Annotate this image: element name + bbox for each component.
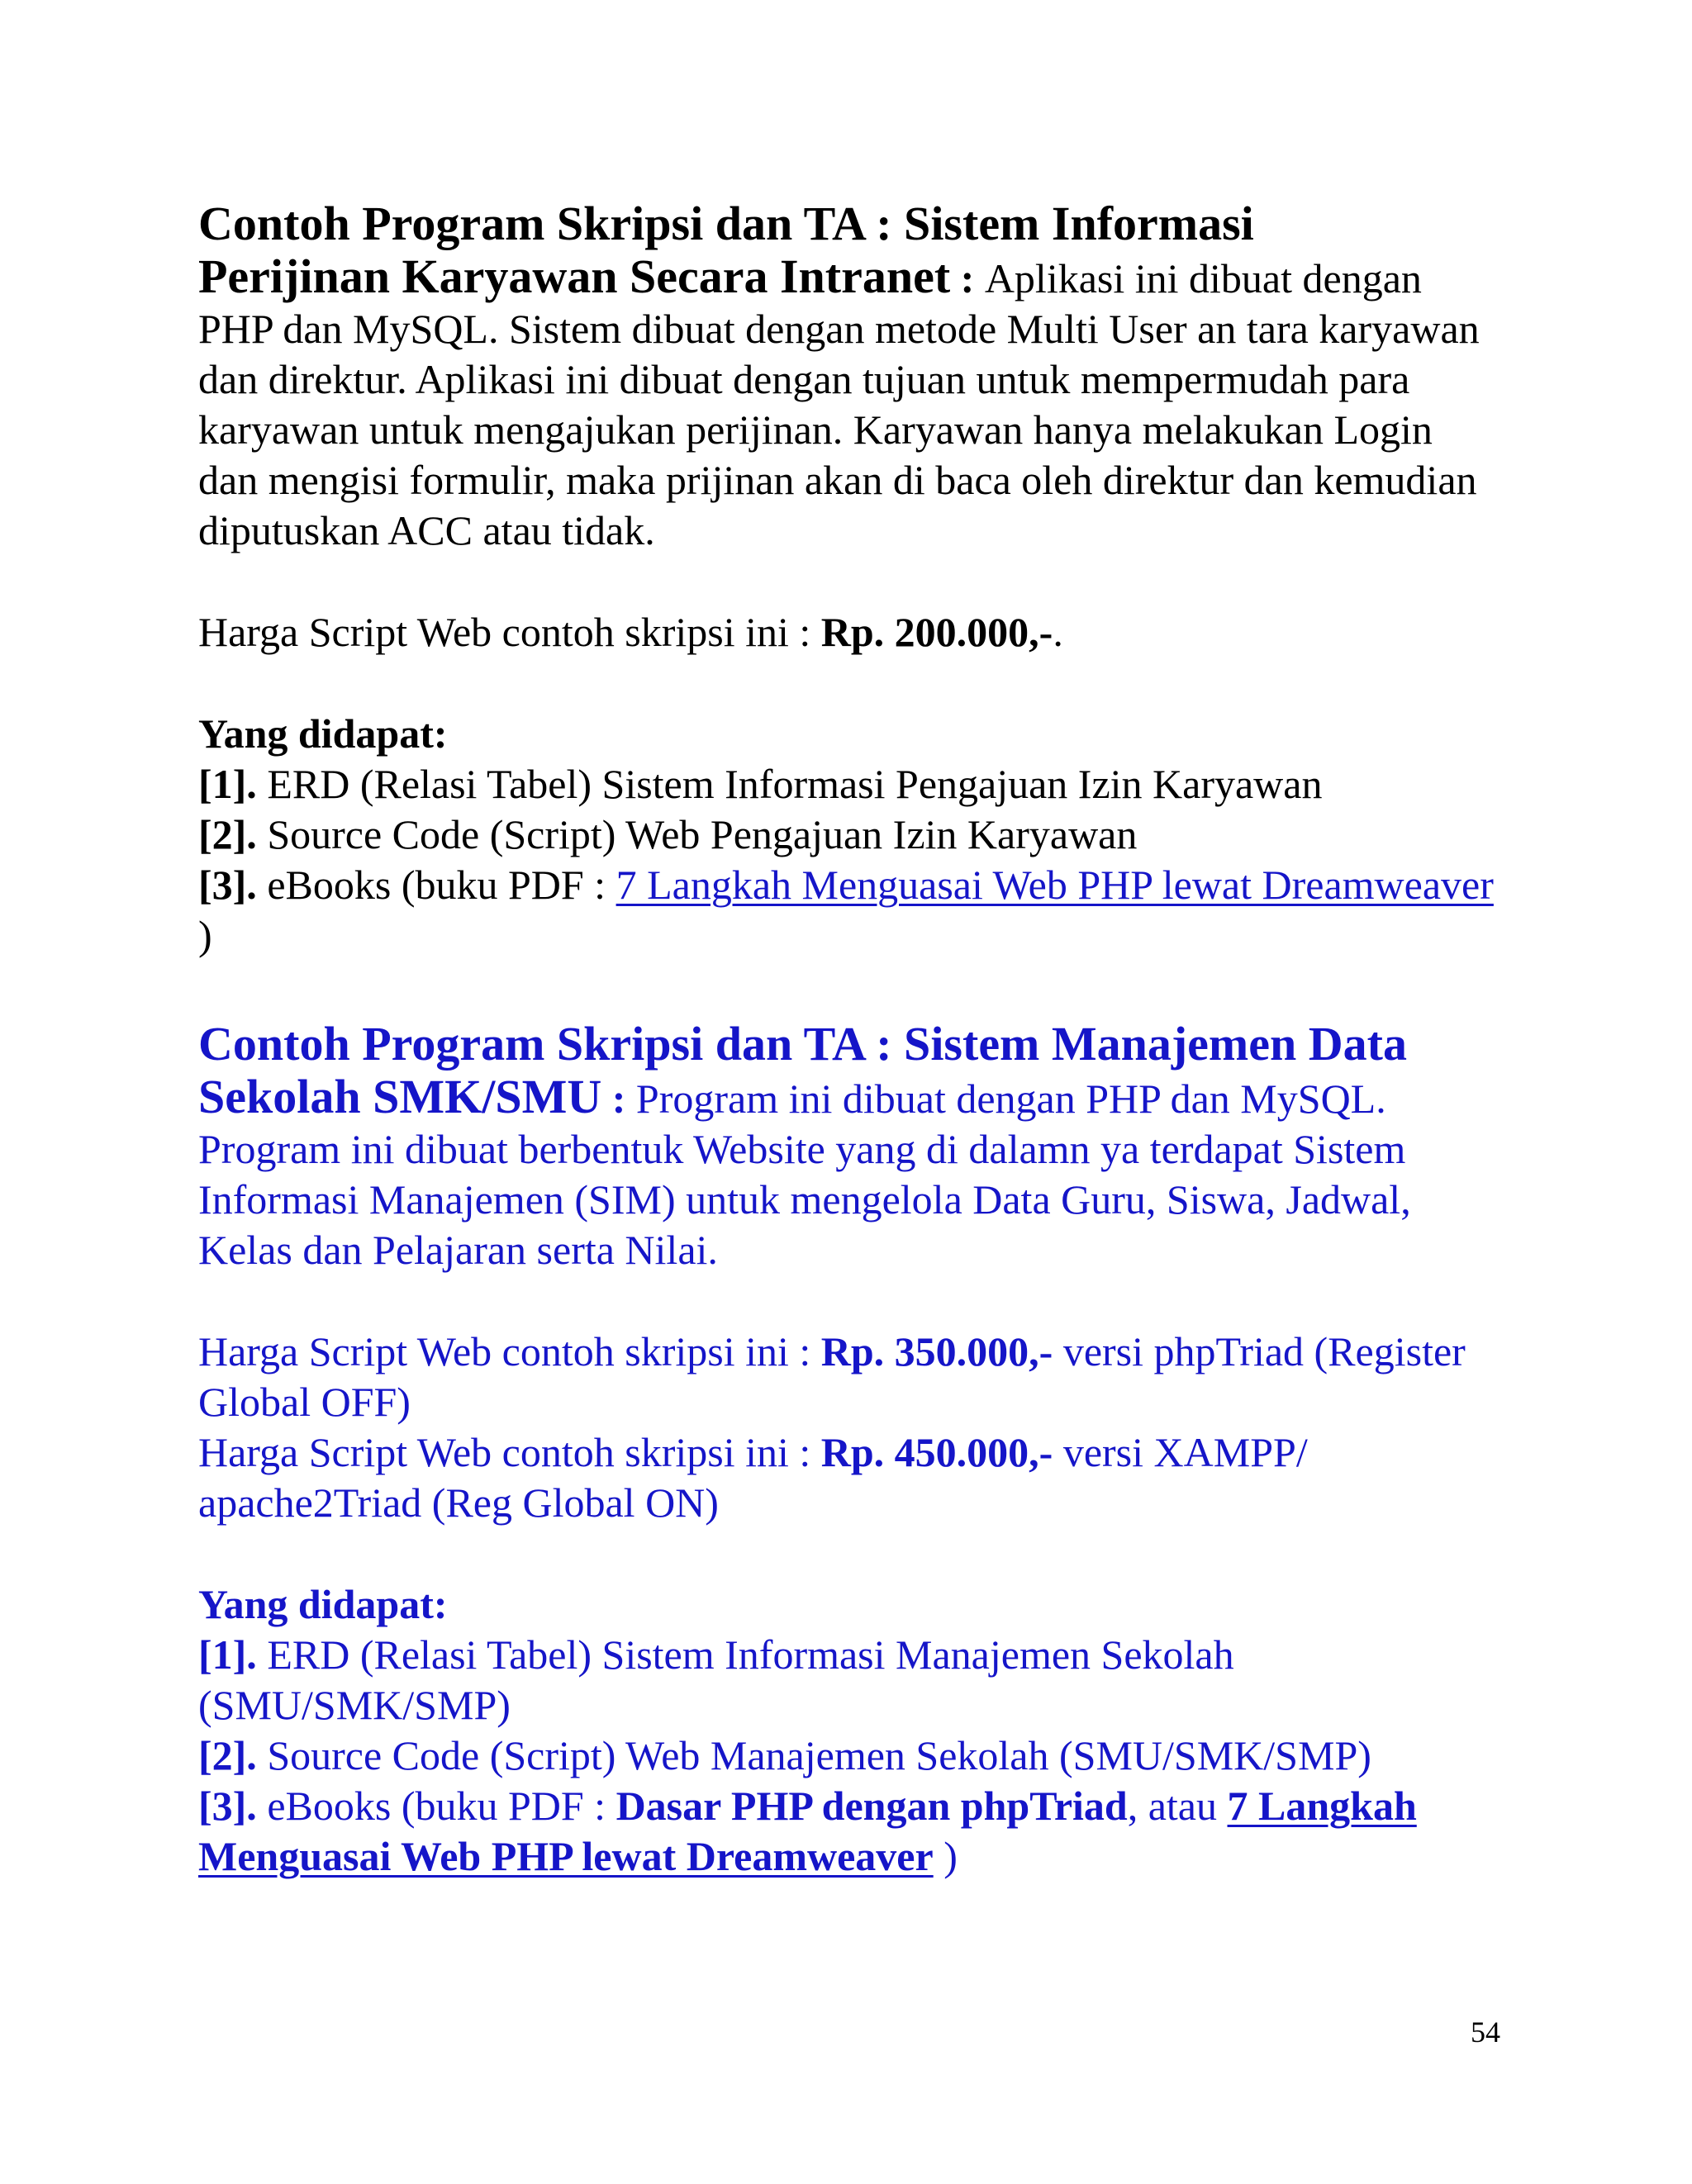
section2-price-line-1 — [198, 1327, 1495, 1427]
section-manajemen-sekolah — [198, 1018, 1495, 1882]
list-item — [198, 1630, 1495, 1731]
section2-description: Program ini dibuat dengan PHP dan MySQL. Program ini dibuat berbentuk Website yang di dalamn ya terdapat Sistem Informasi Manajemen (SIM) untuk mengelola Data Guru, Siswa, Jadwal, Kelas dan Pelajaran serta Nilai. — [198, 1075, 1411, 1273]
section2-title-colon: : — [601, 1075, 636, 1122]
list-item-number: [1]. — [198, 1631, 257, 1678]
list-item-text: ERD (Relasi Tabel) Sistem Informasi Manajemen Sekolah (SMU/SMK/SMP) — [198, 1631, 1234, 1728]
section1-title-line1: Contoh Program Skripsi dan TA : Sistem Informasi — [198, 197, 1254, 250]
section2-price-line-2 — [198, 1427, 1495, 1528]
list-item-text: eBooks (buku PDF : — [256, 1783, 616, 1829]
list-item-number: [2]. — [198, 811, 257, 857]
section2-includes — [198, 1579, 1495, 1882]
price-value: Rp. 450.000,- — [820, 1429, 1053, 1475]
list-item-text: eBooks (buku PDF : — [256, 862, 616, 908]
price-value: Rp. 350.000,- — [820, 1328, 1053, 1374]
ebook-link-dreamweaver[interactable]: 7 Langkah Menguasai Web PHP lewat Dreamweaver — [198, 1783, 1417, 1879]
list-item-text-mid: , atau — [1127, 1783, 1228, 1829]
section1-description: Aplikasi ini dibuat dengan PHP dan MySQL. Sistem dibuat dengan metode Multi User an tara karyawan dan direktur. Aplikasi ini dibuat dengan tujuan untuk mempermudah para karyawan untuk mengajukan perijinan. Karyawan hanya melakukan Login dan mengisi formulir, maka prijinan akan di baca oleh direktur dan kemudian diputuskan ACC atau tidak. — [198, 255, 1480, 553]
price-label: Harga Script Web contoh skripsi ini : — [198, 1328, 821, 1374]
list-item-number: [1]. — [198, 761, 257, 807]
list-item-text: ERD (Relasi Tabel) Sistem Informasi Pengajuan Izin Karyawan — [256, 761, 1323, 807]
list-item-text-end: ) — [933, 1833, 958, 1879]
list-item — [198, 1781, 1495, 1882]
section1-title-line2: Perijinan Karyawan Secara Intranet — [198, 249, 951, 303]
list-item — [198, 1731, 1495, 1781]
list-item — [198, 759, 1495, 810]
section2-title-line1: Contoh Program Skripsi dan TA : Sistem Manajemen Data — [198, 1017, 1407, 1071]
list-item-text-end: ) — [198, 912, 212, 958]
list-item-number: [3]. — [198, 1783, 257, 1829]
price-suffix: versi XAMPP/ apache2Triad (Reg Global ON) — [198, 1429, 1308, 1526]
section1-price-line — [198, 607, 1495, 658]
ebook-link-dreamweaver[interactable]: 7 Langkah Menguasai Web PHP lewat Dreamweaver — [615, 862, 1494, 908]
list-item-number: [3]. — [198, 862, 257, 908]
section2-intro — [198, 1018, 1495, 1275]
section-perijinan-karyawan — [198, 198, 1495, 961]
section2-title-line2: Sekolah SMK/SMU — [198, 1070, 602, 1123]
section1-price-value: Rp. 200.000,- — [820, 609, 1053, 655]
section2-includes-heading: Yang didapat: — [198, 1581, 448, 1627]
section1-price-suffix: . — [1053, 609, 1063, 655]
list-item-text: Source Code (Script) Web Manajemen Sekolah (SMU/SMK/SMP) — [256, 1732, 1371, 1778]
section2-prices — [198, 1327, 1495, 1528]
list-item — [198, 860, 1495, 961]
section1-intro — [198, 198, 1495, 556]
page-number: 54 — [1471, 2015, 1500, 2049]
list-item — [198, 810, 1495, 860]
list-item-text: Source Code (Script) Web Pengajuan Izin Karyawan — [256, 811, 1138, 857]
price-suffix: versi phpTriad (Register Global OFF) — [198, 1328, 1466, 1425]
section1-title-colon: : — [950, 255, 985, 301]
section1-includes-heading: Yang didapat: — [198, 710, 448, 757]
section1-price-label: Harga Script Web contoh skripsi ini : — [198, 609, 821, 655]
list-item-number: [2]. — [198, 1732, 257, 1778]
ebook-title-phptriad: Dasar PHP dengan phpTriad — [615, 1783, 1128, 1829]
section1-includes — [198, 709, 1495, 961]
price-label: Harga Script Web contoh skripsi ini : — [198, 1429, 821, 1475]
